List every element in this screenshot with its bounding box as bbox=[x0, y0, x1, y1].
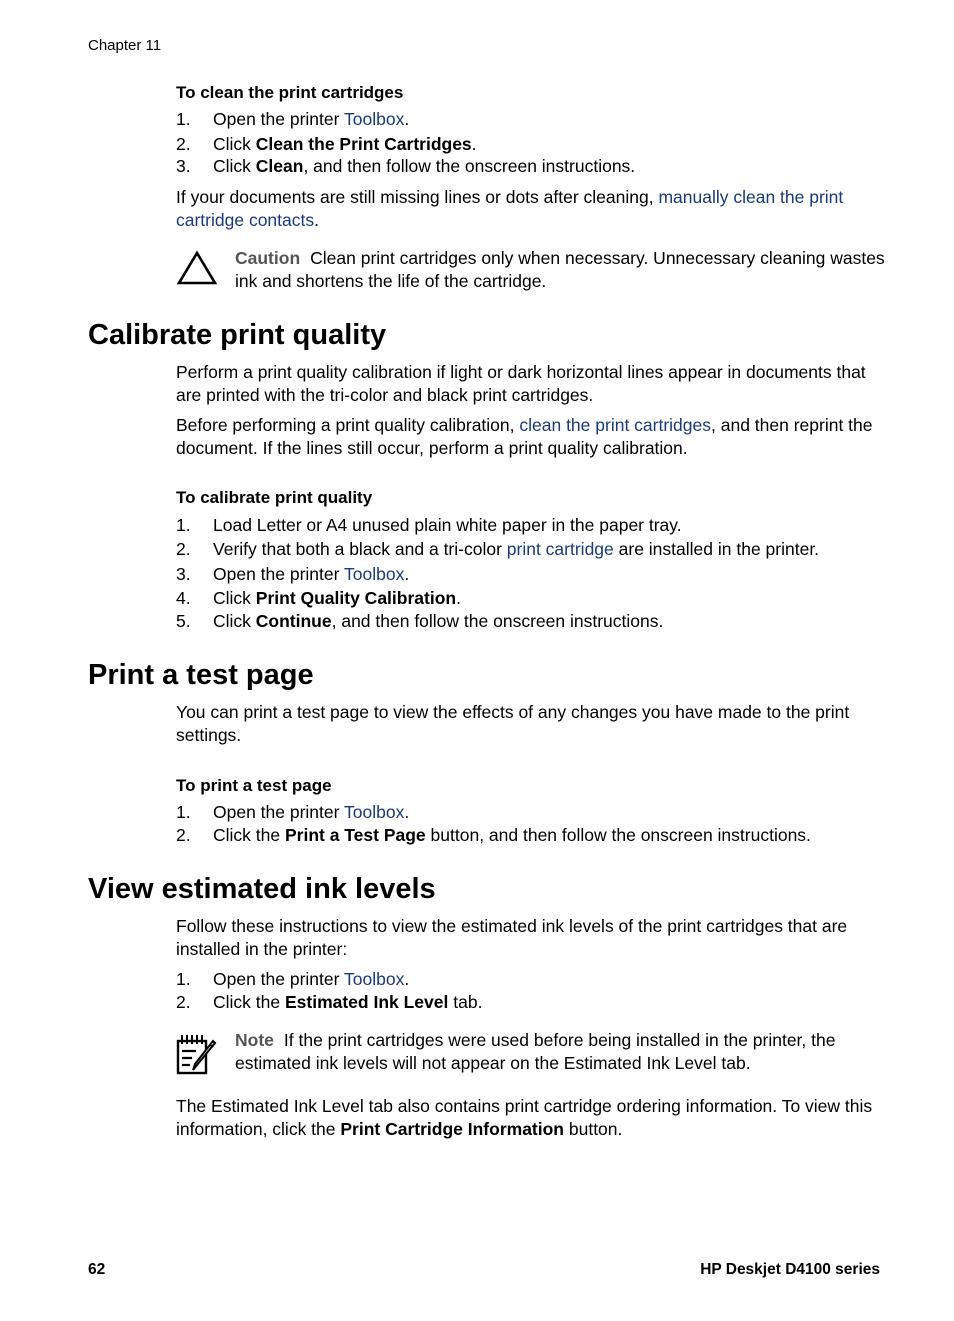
print-cartridge-link[interactable]: print cartridge bbox=[506, 539, 614, 559]
ink-levels-step-2: 2. Click the Estimated Ink Level tab. bbox=[176, 992, 483, 1012]
calibrate-step-2: 2. Verify that both a black and a tri-color print cartridge are installed in the printer. bbox=[176, 539, 820, 559]
ink-levels-paragraph: Follow these instructions to view the estimated ink levels of the print cartridges that are installed in the printer: bbox=[176, 916, 848, 959]
product-name: HP Deskjet D4100 series bbox=[700, 1261, 880, 1278]
clean-step-1: 1. Open the printer Toolbox. bbox=[176, 109, 410, 129]
warning-triangle-icon bbox=[176, 250, 218, 286]
note-label: Note bbox=[235, 1030, 274, 1050]
procedure-title-calibrate: To calibrate print quality bbox=[176, 488, 373, 507]
toolbox-link[interactable]: Toolbox bbox=[344, 109, 405, 129]
procedure-title-clean: To clean the print cartridges bbox=[176, 83, 404, 102]
toolbox-link[interactable]: Toolbox bbox=[344, 969, 405, 989]
test-page-step-2: 2. Click the Print a Test Page button, and then follow the onscreen instructions. bbox=[176, 825, 811, 845]
calibrate-paragraph-1: Perform a print quality calibration if light or dark horizontal lines appear in documents that are printed with the tri-color and black print cartridges. bbox=[176, 362, 866, 405]
test-page-step-1: 1. Open the printer Toolbox. bbox=[176, 802, 410, 822]
procedure-title-test-page: To print a test page bbox=[176, 776, 332, 795]
test-page-paragraph: You can print a test page to view the effects of any changes you have made to the print settings. bbox=[176, 702, 850, 745]
calibrate-paragraph-2: Before performing a print quality calibration, clean the print cartridges, and then reprint the document. If the lines still occur, perform a print quality calibration. bbox=[176, 415, 873, 458]
calibrate-step-3: 3. Open the printer Toolbox. bbox=[176, 564, 410, 584]
caution-admonition: Caution Clean print cartridges only when necessary. Unnecessary cleaning wastes ink and shortens the life of the cartridge. bbox=[235, 248, 885, 291]
manual-clean-link[interactable]: manually clean the print cartridge contacts bbox=[176, 187, 844, 230]
clean-step-3: 3. Click Clean, and then follow the onscreen instructions. bbox=[176, 156, 636, 176]
heading-test-page: Print a test page bbox=[88, 659, 314, 691]
chapter-label: Chapter 11 bbox=[88, 37, 162, 54]
note-admonition: Note If the print cartridges were used before being installed in the printer, the estimated ink levels will not appear on the Estimated Ink Level tab. bbox=[235, 1030, 836, 1073]
clean-followup-paragraph: If your documents are still missing lines or dots after cleaning, manually clean the print cartridge contacts. bbox=[176, 187, 844, 230]
heading-calibrate: Calibrate print quality bbox=[88, 319, 387, 351]
heading-ink-levels: View estimated ink levels bbox=[88, 873, 436, 905]
ink-levels-step-1: 1. Open the printer Toolbox. bbox=[176, 969, 410, 989]
toolbox-link[interactable]: Toolbox bbox=[344, 802, 405, 822]
clean-step-2: 2. Click Clean the Print Cartridges. bbox=[176, 134, 477, 154]
caution-label: Caution bbox=[235, 248, 301, 268]
ink-levels-paragraph-2: The Estimated Ink Level tab also contains print cartridge ordering information. To view this information, click the Print Cartridge Information button. bbox=[176, 1096, 873, 1139]
calibrate-step-5: 5. Click Continue, and then follow the onscreen instructions. bbox=[176, 611, 664, 631]
clean-cartridges-link[interactable]: clean the print cartridges bbox=[519, 415, 712, 435]
calibrate-step-1: 1. Load Letter or A4 unused plain white paper in the paper tray. bbox=[176, 515, 682, 535]
calibrate-step-4: 4. Click Print Quality Calibration. bbox=[176, 588, 461, 608]
toolbox-link[interactable]: Toolbox bbox=[344, 564, 405, 584]
notepad-pencil-icon bbox=[175, 1032, 219, 1076]
page-number: 62 bbox=[88, 1261, 106, 1278]
